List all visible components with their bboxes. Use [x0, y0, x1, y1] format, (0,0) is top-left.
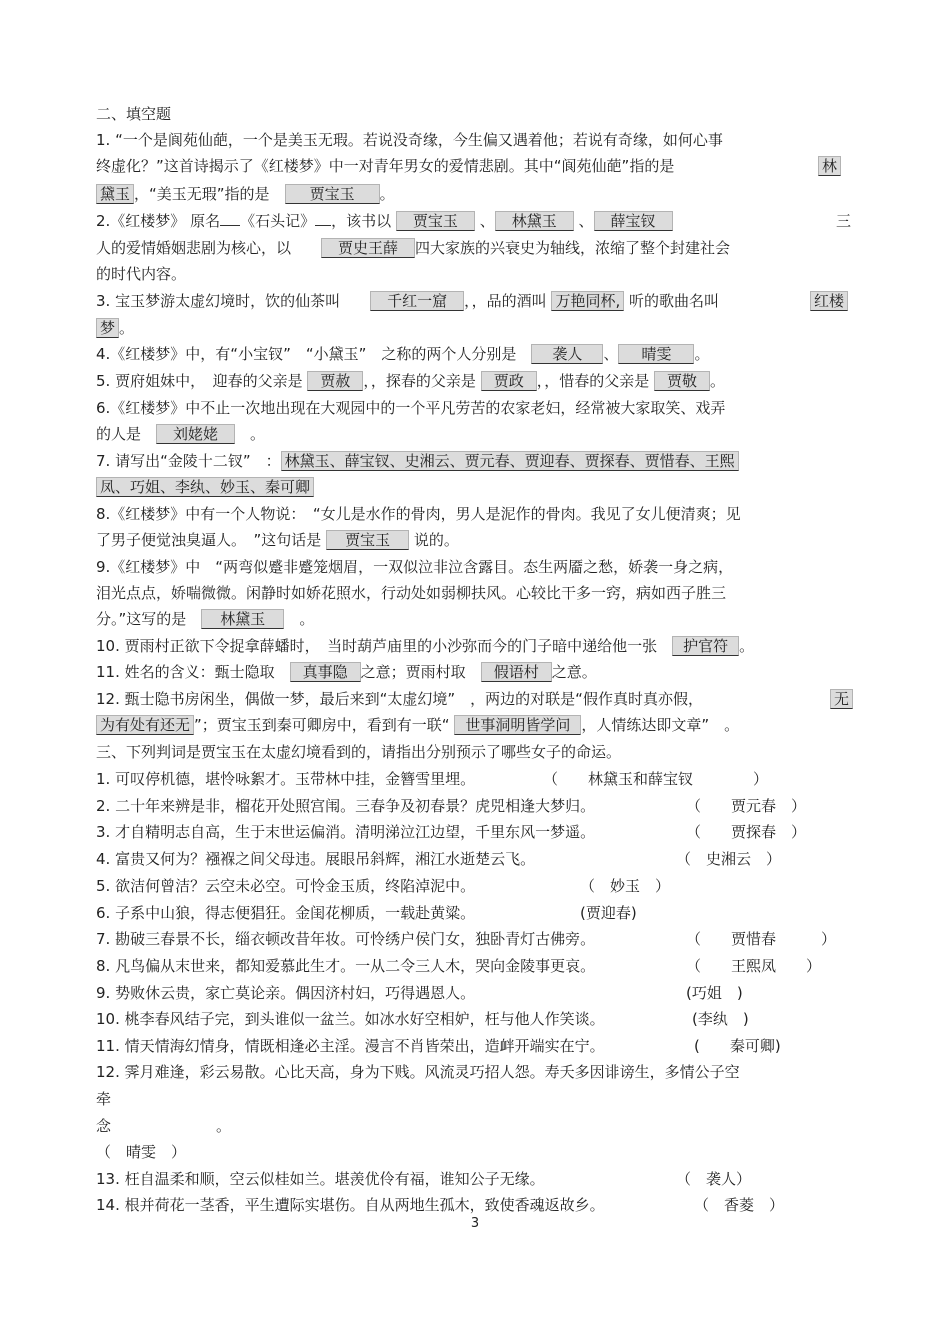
q12-line-2 — [96, 715, 739, 735]
verse-8-answer: （ 王熙凤 ） — [686, 957, 822, 975]
q4-answer-1: 袭人 — [531, 344, 603, 364]
verse-7-answer: （ 贾惜春 ） — [686, 930, 837, 948]
q11-line — [96, 662, 597, 682]
q8-text-b: 了男子便觉浊臭逼人。 ”这句话是 — [96, 531, 322, 549]
verse-2-answer: （ 贾元春 ） — [686, 797, 807, 815]
verse-14: 14. 根并荷花一茎香，平生遭际实堪伤。自从两地生孤木，致使香魂返故乡。 — [96, 1196, 605, 1214]
verse-10: 10. 桃李春风结子完，到头谁似一盆兰。如冰水好空相妒，枉与他人作笑谈。 — [96, 1010, 605, 1028]
q2-answer-4: 薛宝钗 — [594, 211, 673, 231]
q9-answer: 林黛玉 — [201, 609, 284, 629]
verse-2: 2. 二十年来辨是非，榴花开处照宫闱。三春争及初春景？虎兕相逢大梦归。 — [96, 797, 596, 815]
q11-answer-1: 真事隐 — [290, 662, 361, 682]
q9-line-1: 9.《红楼梦》中 “两弯似蹙非蹙笼烟眉，一双似泣非泣含露目。态生两靥之愁，娇袭一身之病， — [96, 558, 734, 576]
q9-line-3: 分。”这写的是 林黛玉 。 — [96, 610, 315, 628]
verse-11: 11. 情天情海幻情身，情既相逢必主淫。漫言不肖皆荣出，造衅开端实在宁。 — [96, 1037, 605, 1055]
q5-answer-3: 贾敬 — [654, 371, 710, 391]
q7-line-1 — [96, 451, 739, 471]
q12-text-b: ”；贾宝玉到秦可卿房中，看到有一联“ — [194, 716, 450, 734]
q11-text-c: 之意。 — [551, 663, 597, 681]
q4-answer-2: 晴雯 — [618, 344, 694, 364]
section-3-heading: 三、下列判词是贾宝玉在太虚幻境看到的，请指出分别预示了哪些女子的命运。 — [96, 743, 622, 761]
q9-text-c: 分。”这写的是 — [96, 610, 187, 628]
q6-text-b: 的人是 — [96, 425, 142, 443]
q3-line-2: 梦 。 — [96, 318, 134, 338]
q5-text-b: ，探春的父亲是 — [370, 372, 476, 390]
q1-line-2 — [96, 156, 674, 176]
q7-line-2 — [96, 477, 314, 497]
verse-6-answer: (贾迎春) — [580, 904, 637, 922]
verse-3-answer: （ 贾探春 ） — [686, 823, 807, 841]
q12-answer-1a: 无 — [830, 689, 853, 709]
q1-answer-1b: 黛玉 — [96, 184, 134, 204]
verse-7: 7. 勘破三春景不长，缁衣顿改昔年妆。可怜绣户侯门女，独卧青灯古佛旁。 — [96, 930, 596, 948]
q2-answer-5: 贾史王薛 — [321, 238, 415, 258]
verse-1: 1. 可叹停机德，堪怜咏絮才。玉带林中挂，金簪雪里埋。 — [96, 770, 476, 788]
verse-10-answer: (李纨 ) — [692, 1010, 749, 1028]
q1-answer-2: 贾宝玉 — [285, 184, 380, 204]
verse-12-answer: （ 晴雯 ） — [96, 1143, 187, 1161]
verse-12-line-2: 牵 — [96, 1090, 112, 1108]
q10-line: 10. 贾雨村正欲下令捉拿薛蟠时， 当时葫芦庙里的小沙弥而今的门子暗中递给他一张 护官符 。 — [96, 637, 755, 655]
q8-answer: 贾宝玉 — [326, 530, 409, 550]
q7-answer-2: 凤、巧姐、李纨、妙玉、秦可卿 — [96, 477, 314, 497]
q5-answer-1: 贾赦 — [307, 371, 363, 391]
q10-text: 10. 贾雨村正欲下令捉拿薛蟠时， 当时葫芦庙里的小沙弥而今的门子暗中递给他一张 — [96, 637, 658, 655]
verse-8: 8. 凡鸟偏从末世来，都知爱慕此生才。一从二令三人木，哭向金陵事更哀。 — [96, 957, 596, 975]
q12-line-1: 12. 甄士隐书房闲坐，偶做一梦，最后来到“太虚幻境” ，两边的对联是“假作真时真亦假， — [96, 690, 703, 708]
q7-text: 7. 请写出“金陵十二钗” ： — [96, 452, 281, 470]
q2-answer-1: 《石头记》 — [240, 212, 316, 230]
q4-text: 4.《红楼梦》中，有“小宝钗” “小黛玉” 之称的两个人分别是 — [96, 345, 517, 363]
q1-answer-1a: 林 — [818, 156, 841, 176]
verse-4-answer: （ 史湘云 ） — [676, 850, 782, 868]
q10-answer: 护官符 — [672, 636, 739, 656]
verse-5-answer: （ 妙玉 ） — [580, 877, 671, 895]
verse-1-answer: （ 林黛玉和薛宝钗 ） — [543, 770, 769, 788]
q6-answer: 刘姥姥 — [156, 424, 235, 444]
verse-14-answer: （ 香菱 ） — [694, 1196, 785, 1214]
verse-6: 6. 子系中山狼，得志便猖狂。金闺花柳质，一载赴黄粱。 — [96, 904, 476, 922]
q12-text-c: ，人情练达即文章” 。 — [581, 716, 740, 734]
verse-9-answer: (巧姐 ) — [686, 984, 743, 1002]
q5-text-a: 5. 贾府姐妹中， 迎春的父亲是 — [96, 372, 303, 390]
q4-line: 4.《红楼梦》中，有“小宝钗” “小黛玉” 之称的两个人分别是 袭人 、 晴雯 。 — [96, 345, 710, 363]
q2-text-e: 四大家族的兴衰史为轴线，浓缩了整个封建社会 — [415, 239, 731, 257]
q8-text-c: 说的。 — [413, 531, 459, 549]
q5-line: 5. 贾府姐妹中， 迎春的父亲是 贾赦 ，，探春的父亲是 贾政 ，，惜春的父亲是 贾敬 。 — [96, 372, 726, 390]
q3-text-a: 3. 宝玉梦游太虚幻境时，饮的仙茶叫 — [96, 292, 341, 310]
q11-answer-2: 假语村 — [481, 662, 552, 682]
verse-5: 5. 欲洁何曾洁？云空未必空。可怜金玉质，终陷淖泥中。 — [96, 877, 476, 895]
q12-answer-1b: 为有处有还无 — [96, 715, 194, 735]
verse-4: 4. 富贵又何为？襁褓之间父母违。展眼吊斜辉，湘江水逝楚云飞。 — [96, 850, 536, 868]
q3-answer-2: 万艳同杯, — [551, 291, 624, 311]
q11-text-a: 11. 姓名的含义：甄士隐取 — [96, 663, 275, 681]
q11-text-b: 之意；贾雨村取 — [360, 663, 466, 681]
q5-text-c: ，惜春的父亲是 — [544, 372, 650, 390]
verse-12-line-1: 12. 霁月难逢，彩云易散。心比天高，身为下贱。风流灵巧招人怨。寿夭多因诽谤生，多情公子空 — [96, 1063, 740, 1081]
q6-line-2: 的人是 刘姥姥 。 — [96, 425, 266, 443]
verse-3: 3. 才自精明志自高，生于末世运偏消。清明涕泣江边望，千里东风一梦遥。 — [96, 823, 596, 841]
q1-text-2: 终虚化？”这首诗揭示了《红楼梦》中一对青年男女的爱情悲剧。其中“阆苑仙葩”指的是 — [96, 157, 675, 175]
q3-line-1: 3. 宝玉梦游太虚幻境时，饮的仙茶叫 千红一窟 ，，品的酒叫 万艳同杯, 听的歌曲名叫 — [96, 292, 720, 310]
verse-13-answer: （ 袭人） — [676, 1170, 752, 1188]
q2-text-b: ，该书以 — [331, 212, 392, 230]
q2-answer-2: 贾宝玉 — [396, 211, 475, 231]
verse-13: 13. 枉自温柔和顺，空云似桂如兰。堪羡优伶有福，谁知公子无缘。 — [96, 1170, 545, 1188]
q8-line-2 — [96, 530, 459, 550]
q2-text-a: 2.《红楼梦》 原名 — [96, 212, 221, 230]
q5-answer-2: 贾政 — [481, 371, 537, 391]
page-number: 3 — [470, 1216, 480, 1231]
q2-line-2 — [96, 238, 730, 258]
q3-text-b: ，品的酒叫 — [471, 292, 547, 310]
q1-line-3: 黛玉 ，“美玉无瑕”指的是 贾宝玉 。 — [96, 184, 395, 204]
q3-text-c: 听的歌曲名叫 — [629, 292, 720, 310]
q1-line-1: 1. “一个是阆苑仙葩，一个是美玉无瑕。若说没奇缘，今生偏又遇着他；若说有奇缘，如何心事 — [96, 131, 723, 149]
q7-answer-1: 林黛玉、薛宝钗、史湘云、贾元春、贾迎春、贾探春、贾惜春、王熙 — [281, 451, 739, 471]
q3-answer-1: 千红一窟 — [370, 291, 464, 311]
verse-9: 9. 势败休云贵，家亡莫论亲。偶因济村妇，巧得遇恩人。 — [96, 984, 476, 1002]
q1-text-3: ，“美玉无瑕”指的是 — [134, 185, 270, 203]
q3-answer-3a: 红楼 — [810, 291, 848, 311]
q6-line-1: 6.《红楼梦》中不止一次地出现在大观园中的一个平凡劳苦的农家老妇，经常被大家取笑、戏弄 — [96, 399, 726, 417]
q3-answer-3b: 梦 — [96, 318, 119, 338]
q2-line-3: 的时代内容。 — [96, 265, 187, 283]
q8-line-1: 8.《红楼梦》中有一个人物说： “女儿是水作的骨肉，男人是泥作的骨肉。我见了女儿便清爽；见 — [96, 505, 741, 523]
verse-12-line-3: 念 。 — [96, 1117, 232, 1135]
q2-text-d: 人的爱情婚姻悲剧为核心，以 — [96, 239, 292, 257]
q9-line-2: 泪光点点，娇喘微微。闲静时如娇花照水，行动处如弱柳扶风。心较比干多一窍，病如西子胜三 — [96, 584, 727, 602]
section-2-heading: 二、填空题 — [96, 105, 172, 123]
q2-text-c: 三 — [836, 212, 852, 230]
verse-11-answer: ( 秦可卿) — [694, 1037, 781, 1055]
q2-line-1: 2.《红楼梦》 原名 《石头记》 ，该书以 贾宝玉 、 林黛玉 、 薛宝钗 — [96, 211, 673, 231]
q2-answer-3: 林黛玉 — [495, 211, 574, 231]
q12-answer-2: 世事洞明皆学问 — [454, 715, 581, 735]
